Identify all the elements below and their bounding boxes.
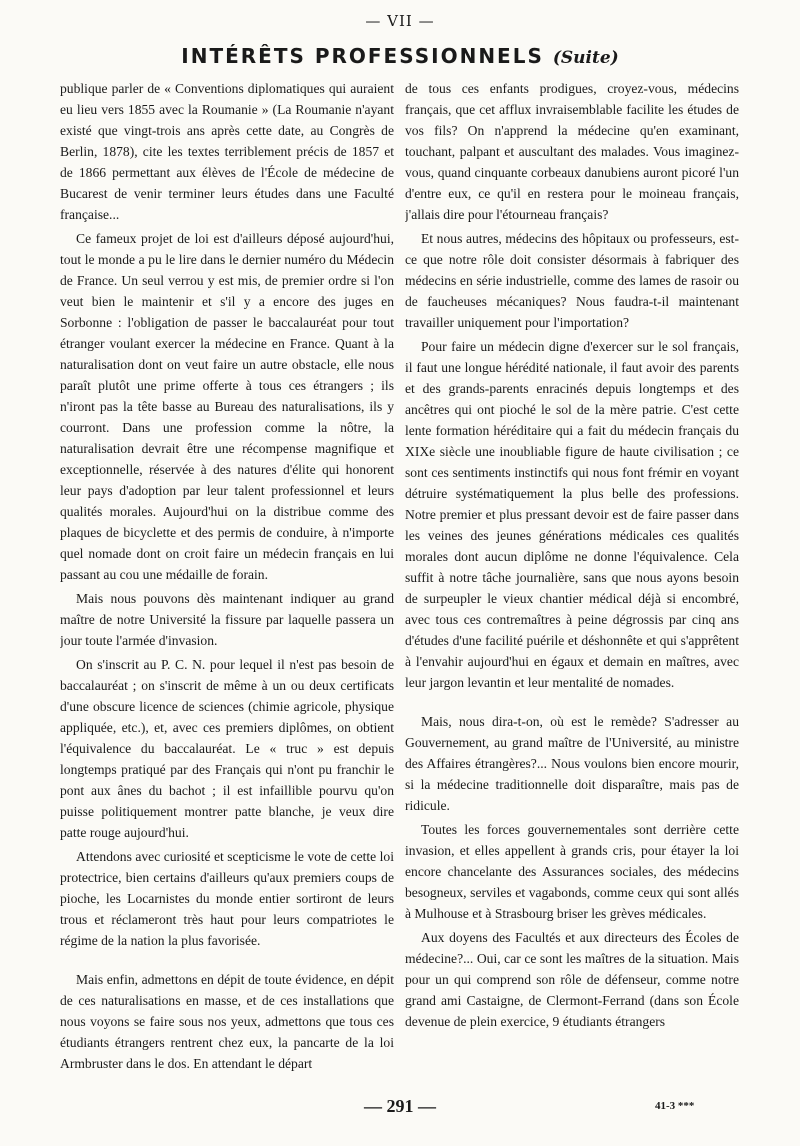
section-title: INTÉRÊTS PROFESSIONNELS xyxy=(181,44,544,68)
paragraph: Pour faire un médecin digne d'exercer sur le sol français, il faut une longue hérédité nationale, il faut avoir des parents et des grands-parents enracinés depuis longtemps et des ancêtres qui ont pioché le sol de la mère patrie. C'est cette lente formation héréditaire qui a fait du médecin français du XIXe siècle une inoubliable figure de haute civilisation ; ce sont ces sentiments instinctifs qui nous font frémir en voyant détruire systématiquement la plus belle des professions. Notre premier et plus pressant devoir est de faire passer dans les veines des jeunes générations médicales ces qualités morales dont aucun diplôme ne donne l'équivalence. Cela suffit à notre tâche journalière, sans que nous ayons besoin de surpeupler le vieux chantier médical déjà si encombré, avec tous ces contremaîtres à peine dégrossis par cinq ans d'études d'une facilité puérile et déshonnête et qui s'apprêtent à l'envahir aujourd'hui en égaux et demain en maîtres, avec leur jargon levantin et leur mentalité de nomades. xyxy=(405,339,739,690)
right-column xyxy=(405,78,739,1088)
paragraph: de tous ces enfants prodigues, croyez-vous, médecins français, que cet afflux invraisemblable facilite les études de vos fils? On n'apprend la médecine qu'en examinant, touchant, palpant et auscultant des malades. Vous imaginez-vous, quand cinquante corbeaux danubiens auront picoré l'un d'entre eux, ce qu'il en restera pour le moineau français, j'allais dire pour l'étourneau français? xyxy=(405,81,739,222)
left-column xyxy=(60,78,394,1088)
paragraph: publique parler de « Conventions diplomatiques qui auraient eu lieu vers 1855 avec la Roumanie » (La Roumanie n'ayant existé que vingt-trois ans après cette date, au Congrès de Berlin, 1878), cite les textes terriblement précis de 1857 et de 1866 permettant aux élèves de l'École de médecine de Bucarest de venir terminer leurs études dans une Faculté française... xyxy=(60,81,394,222)
paragraph: Et nous autres, médecins des hôpitaux ou professeurs, est-ce que notre rôle doit consister désormais à fabriquer des médecins en série industrielle, comme des lames de rasoir ou de faucheuses mécaniques? Nous faudra-t-il maintenant travailler uniquement pour l'importation? xyxy=(405,231,739,330)
section-subtitle: (Suite) xyxy=(552,48,619,68)
paragraph: On s'inscrit au P. C. N. pour lequel il n'est pas besoin de baccalauréat ; on s'inscrit de même à un ou deux certificats d'une obscure licence de sciences (chimie agricole, physique appliquée, etc.), et, avec ces premiers diplômes, on obtient l'équivalence du baccalauréat. Le « truc » est depuis longtemps pratiqué par des Français qui n'ont pu franchir le pont aux ânes du bachot ; il est infaillible pourvu qu'on puisse politiquement montrer patte blanche, je veux dire patte rouge aujourd'hui. xyxy=(60,657,394,840)
paragraph: Attendons avec curiosité et scepticisme le vote de cette loi protectrice, bien certains d'ailleurs qu'aux premiers coups de pioche, les Locarnistes du monde entier sortiront de leurs trous et réclameront très haut pour leurs compatriotes le régime de la nation la plus favorisée. xyxy=(60,849,394,948)
paragraph: Toutes les forces gouvernementales sont derrière cette invasion, et elles appellent à grands cris, pour étayer la loi encore chancelante des Assurances sociales, des médecins besogneux, serviles et vagabonds, comme ceux qui sont allés à Mulhouse et à Strasbourg briser les grèves médicales. xyxy=(405,822,739,921)
roman-page-number: — VII — xyxy=(365,12,435,30)
page-number: — 291 — xyxy=(364,1096,436,1116)
section-header xyxy=(0,44,800,68)
printer-signature: 41-3 *** xyxy=(655,1100,695,1112)
paragraph: Mais enfin, admettons en dépit de toute évidence, en dépit de ces naturalisations en masse, et de ces installations que nous voyons se faire sous nos yeux, admettons que tous ces étudiants étrangers rentrent chez eux, la pancarte de la loi Armbruster dans le dos. En attendant le départ xyxy=(60,972,394,1071)
paragraph: Ce fameux projet de loi est d'ailleurs déposé aujourd'hui, tout le monde a pu le lire dans le dernier numéro du Médecin de France. Un seul verrou y est mis, de premier ordre si l'on veut bien le maintenir et s'il y a encore des juges en Sorbonne : l'obligation de passer le baccalauréat pour tout étranger voulant exercer la médecine en France. Quant à la naturalisation dont on veut faire un autre obstacle, elle nous paraît plutôt une prime offerte à tous ces étrangers ; ils n'iront pas la tête basse au Bureau des naturalisations, ils y courront. Dans une profession comme la nôtre, la naturalisation devrait être une récompense magnifique et exceptionnelle, réservée à des natures d'élite qui honorent leur pays d'adoption par leur talent professionnel et leurs qualités morales. Aujourd'hui on la distribue comme des plaques de bicyclette et des permis de conduire, à n'importe quel nomade dont on croit faire un médecin français en lui passant au cou une médaille de forain. xyxy=(60,231,394,582)
paragraph: Mais, nous dira-t-on, où est le remède? S'adresser au Gouvernement, au grand maître de l'Université, au ministre des Affaires étrangères?... Nous voulons bien encore mourir, si la médecine traditionnelle doit disparaître, mais pas de ridicule. xyxy=(405,714,739,813)
paragraph: Mais nous pouvons dès maintenant indiquer au grand maître de notre Université la fissure par laquelle passera un jour toute l'armée d'invasion. xyxy=(60,591,394,648)
paragraph: Aux doyens des Facultés et aux directeurs des Écoles de médecine?... Oui, car ce sont les maîtres de la situation. Mais pour un qui comprend son rôle de défenseur, comme notre grand ami Castaigne, de Clermont-Ferrand (dans son École devenue de plein exercice, 9 étudiants étrangers xyxy=(405,930,739,1029)
